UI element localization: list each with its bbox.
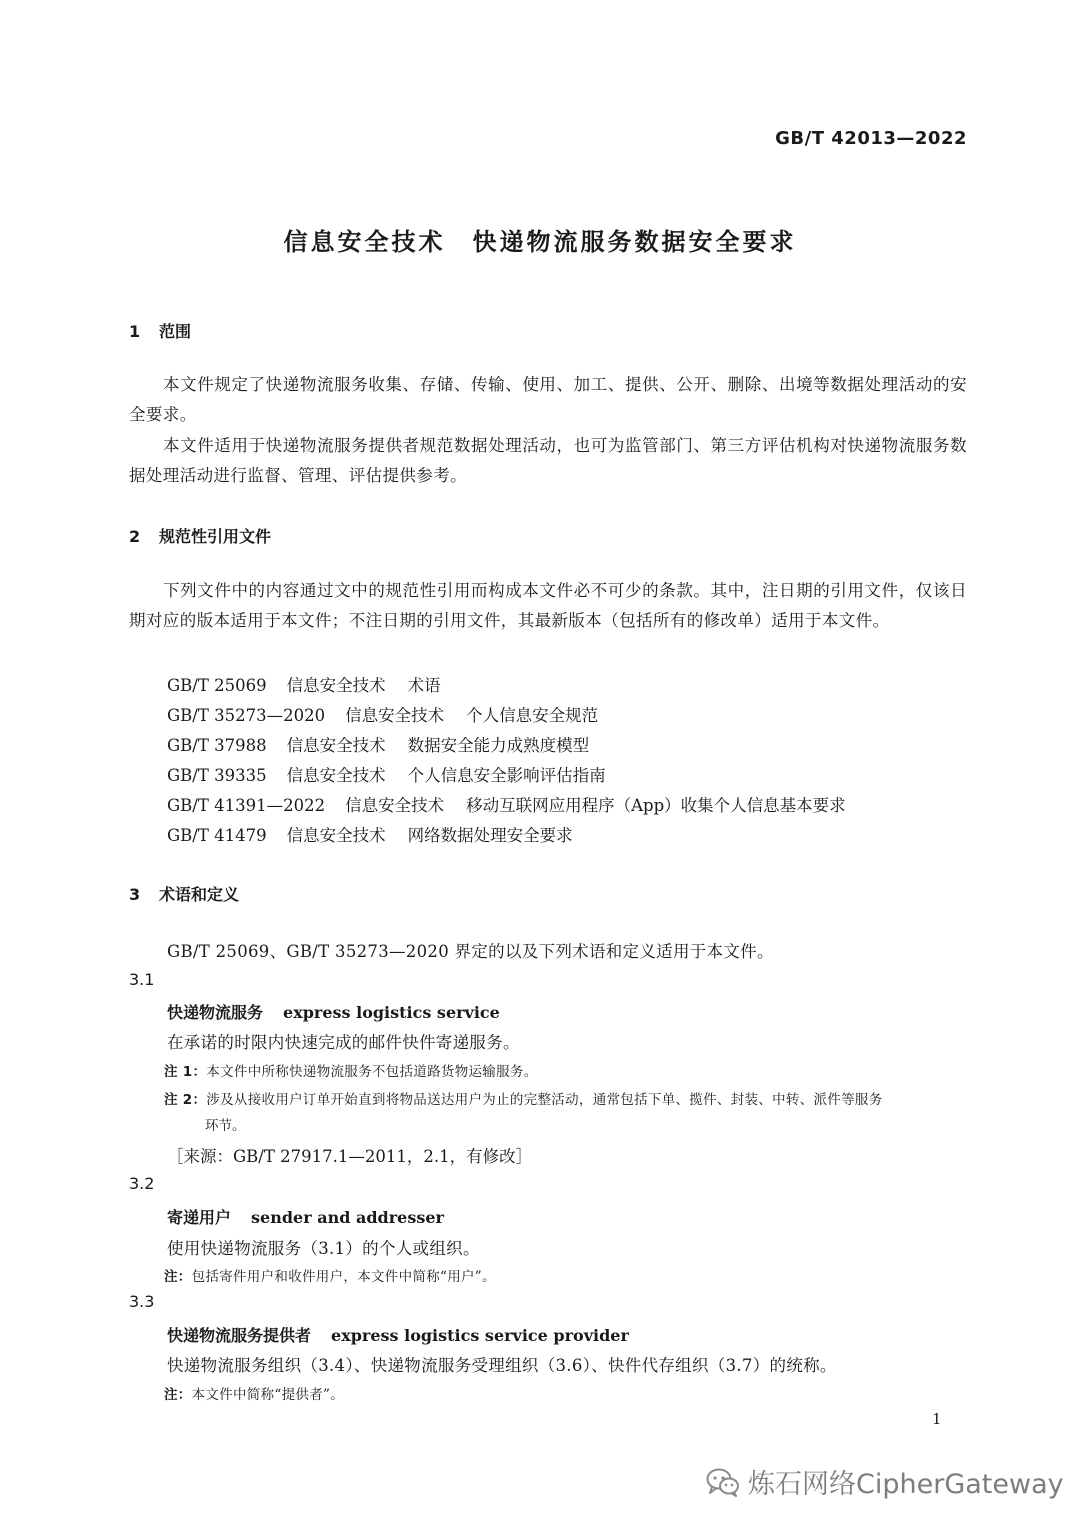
reference-domain: 信息安全技术	[345, 706, 445, 725]
document-title: 信息安全技术 快递物流服务数据安全要求	[283, 228, 797, 256]
note-text: 本文件中所称快递物流服务不包括道路货物运输服务。	[206, 1064, 538, 1080]
term-zh: 快递物流服务提供者	[167, 1326, 312, 1345]
section-heading-normative-references	[129, 524, 271, 547]
term-note	[164, 1088, 883, 1108]
reference-domain: 信息安全技术	[345, 796, 445, 815]
term-en: express logistics service	[283, 1003, 500, 1022]
reference-item	[167, 762, 606, 786]
term-zh: 寄递用户	[167, 1208, 232, 1227]
page-number: 1	[932, 1410, 942, 1428]
reference-name: 网络数据处理安全要求	[407, 826, 573, 845]
term-en: sender and addresser	[251, 1208, 444, 1227]
reference-name: 术语	[407, 676, 441, 695]
watermark	[706, 1462, 1064, 1501]
reference-item	[167, 792, 846, 816]
term-heading	[167, 1000, 500, 1023]
term-number: 3.1	[129, 970, 155, 989]
reference-code: GB/T 25069	[167, 676, 267, 695]
term-definition: 在承诺的时限内快速完成的邮件快件寄递服务。	[167, 1033, 520, 1052]
term-definition: 使用快递物流服务（3.1）的个人或组织。	[167, 1239, 480, 1258]
note-label: 注 1：	[164, 1064, 207, 1080]
reference-code: GB/T 35273—2020	[167, 706, 326, 725]
term-number: 3.3	[129, 1292, 155, 1311]
reference-name: 个人信息安全影响评估指南	[407, 766, 606, 785]
note-label: 注 2：	[164, 1092, 207, 1108]
reference-domain: 信息安全技术	[286, 766, 386, 785]
reference-item	[167, 822, 573, 846]
section-title: 范围	[159, 322, 192, 341]
term-en: express logistics service provider	[331, 1326, 629, 1345]
paragraph: 本文件规定了快递物流服务收集、存储、传输、使用、加工、提供、公开、删除、出境等数据处理活动的安全要求。	[129, 375, 967, 424]
standard-code: GB/T 42013—2022	[775, 128, 967, 149]
section-number: 2	[129, 527, 141, 546]
reference-domain: 信息安全技术	[286, 826, 386, 845]
paragraph: 下列文件中的内容通过文中的规范性引用而构成本文件必不可少的条款。其中，注日期的引用文件，仅该日期对应的版本适用于本文件；不注日期的引用文件，其最新版本（包括所有的修改单）适用于本文件。	[129, 581, 967, 630]
section-title: 术语和定义	[159, 885, 240, 904]
reference-name: 移动互联网应用程序（App）收集个人信息基本要求	[466, 796, 846, 815]
note-label: 注：	[164, 1387, 192, 1403]
section-intro: GB/T 25069、GB/T 35273—2020 界定的以及下列术语和定义适用于本文件。	[167, 942, 774, 961]
wechat-icon	[706, 1467, 740, 1497]
reference-name: 个人信息安全规范	[466, 706, 599, 725]
reference-code: GB/T 37988	[167, 736, 267, 755]
note-text: 本文件中简称“提供者”。	[191, 1387, 345, 1403]
term-note	[164, 1265, 496, 1285]
term-definition: 快递物流服务组织（3.4）、快递物流服务受理组织（3.6）、快件代存组织（3.7）的统称。	[167, 1356, 837, 1375]
note-text: 涉及从接收用户订单开始直到将物品送达用户为止的完整活动，通常包括下单、揽件、封装、中转、派件等服务	[206, 1092, 883, 1108]
section-number: 1	[129, 322, 141, 341]
term-number: 3.2	[129, 1174, 155, 1193]
section-heading-scope	[129, 319, 191, 342]
reference-item	[167, 732, 589, 756]
note-text: 包括寄件用户和收件用户，本文件中简称“用户”。	[191, 1269, 496, 1285]
term-zh: 快递物流服务	[167, 1003, 264, 1022]
reference-item	[167, 702, 598, 726]
reference-item	[167, 672, 441, 696]
term-note	[164, 1383, 344, 1403]
reference-domain: 信息安全技术	[286, 676, 386, 695]
term-note	[164, 1060, 538, 1080]
section-heading-terms-and-definitions	[129, 882, 239, 905]
watermark-text: 炼石网络CipherGateway	[748, 1469, 1064, 1500]
reference-name: 数据安全能力成熟度模型	[407, 736, 590, 755]
note-label: 注：	[164, 1269, 192, 1285]
reference-code: GB/T 41391—2022	[167, 796, 326, 815]
reference-code: GB/T 41479	[167, 826, 267, 845]
section-title: 规范性引用文件	[159, 527, 272, 546]
reference-domain: 信息安全技术	[286, 736, 386, 755]
term-note-continuation: 环节。	[205, 1118, 246, 1134]
section-number: 3	[129, 885, 141, 904]
term-heading	[167, 1323, 629, 1346]
term-heading	[167, 1205, 444, 1228]
reference-code: GB/T 39335	[167, 766, 267, 785]
paragraph: 本文件适用于快递物流服务提供者规范数据处理活动，也可为监管部门、第三方评估机构对快递物流服务数据处理活动进行监督、管理、评估提供参考。	[129, 436, 967, 485]
term-source: ［来源：GB/T 27917.1—2011，2.1，有修改］	[167, 1147, 533, 1166]
